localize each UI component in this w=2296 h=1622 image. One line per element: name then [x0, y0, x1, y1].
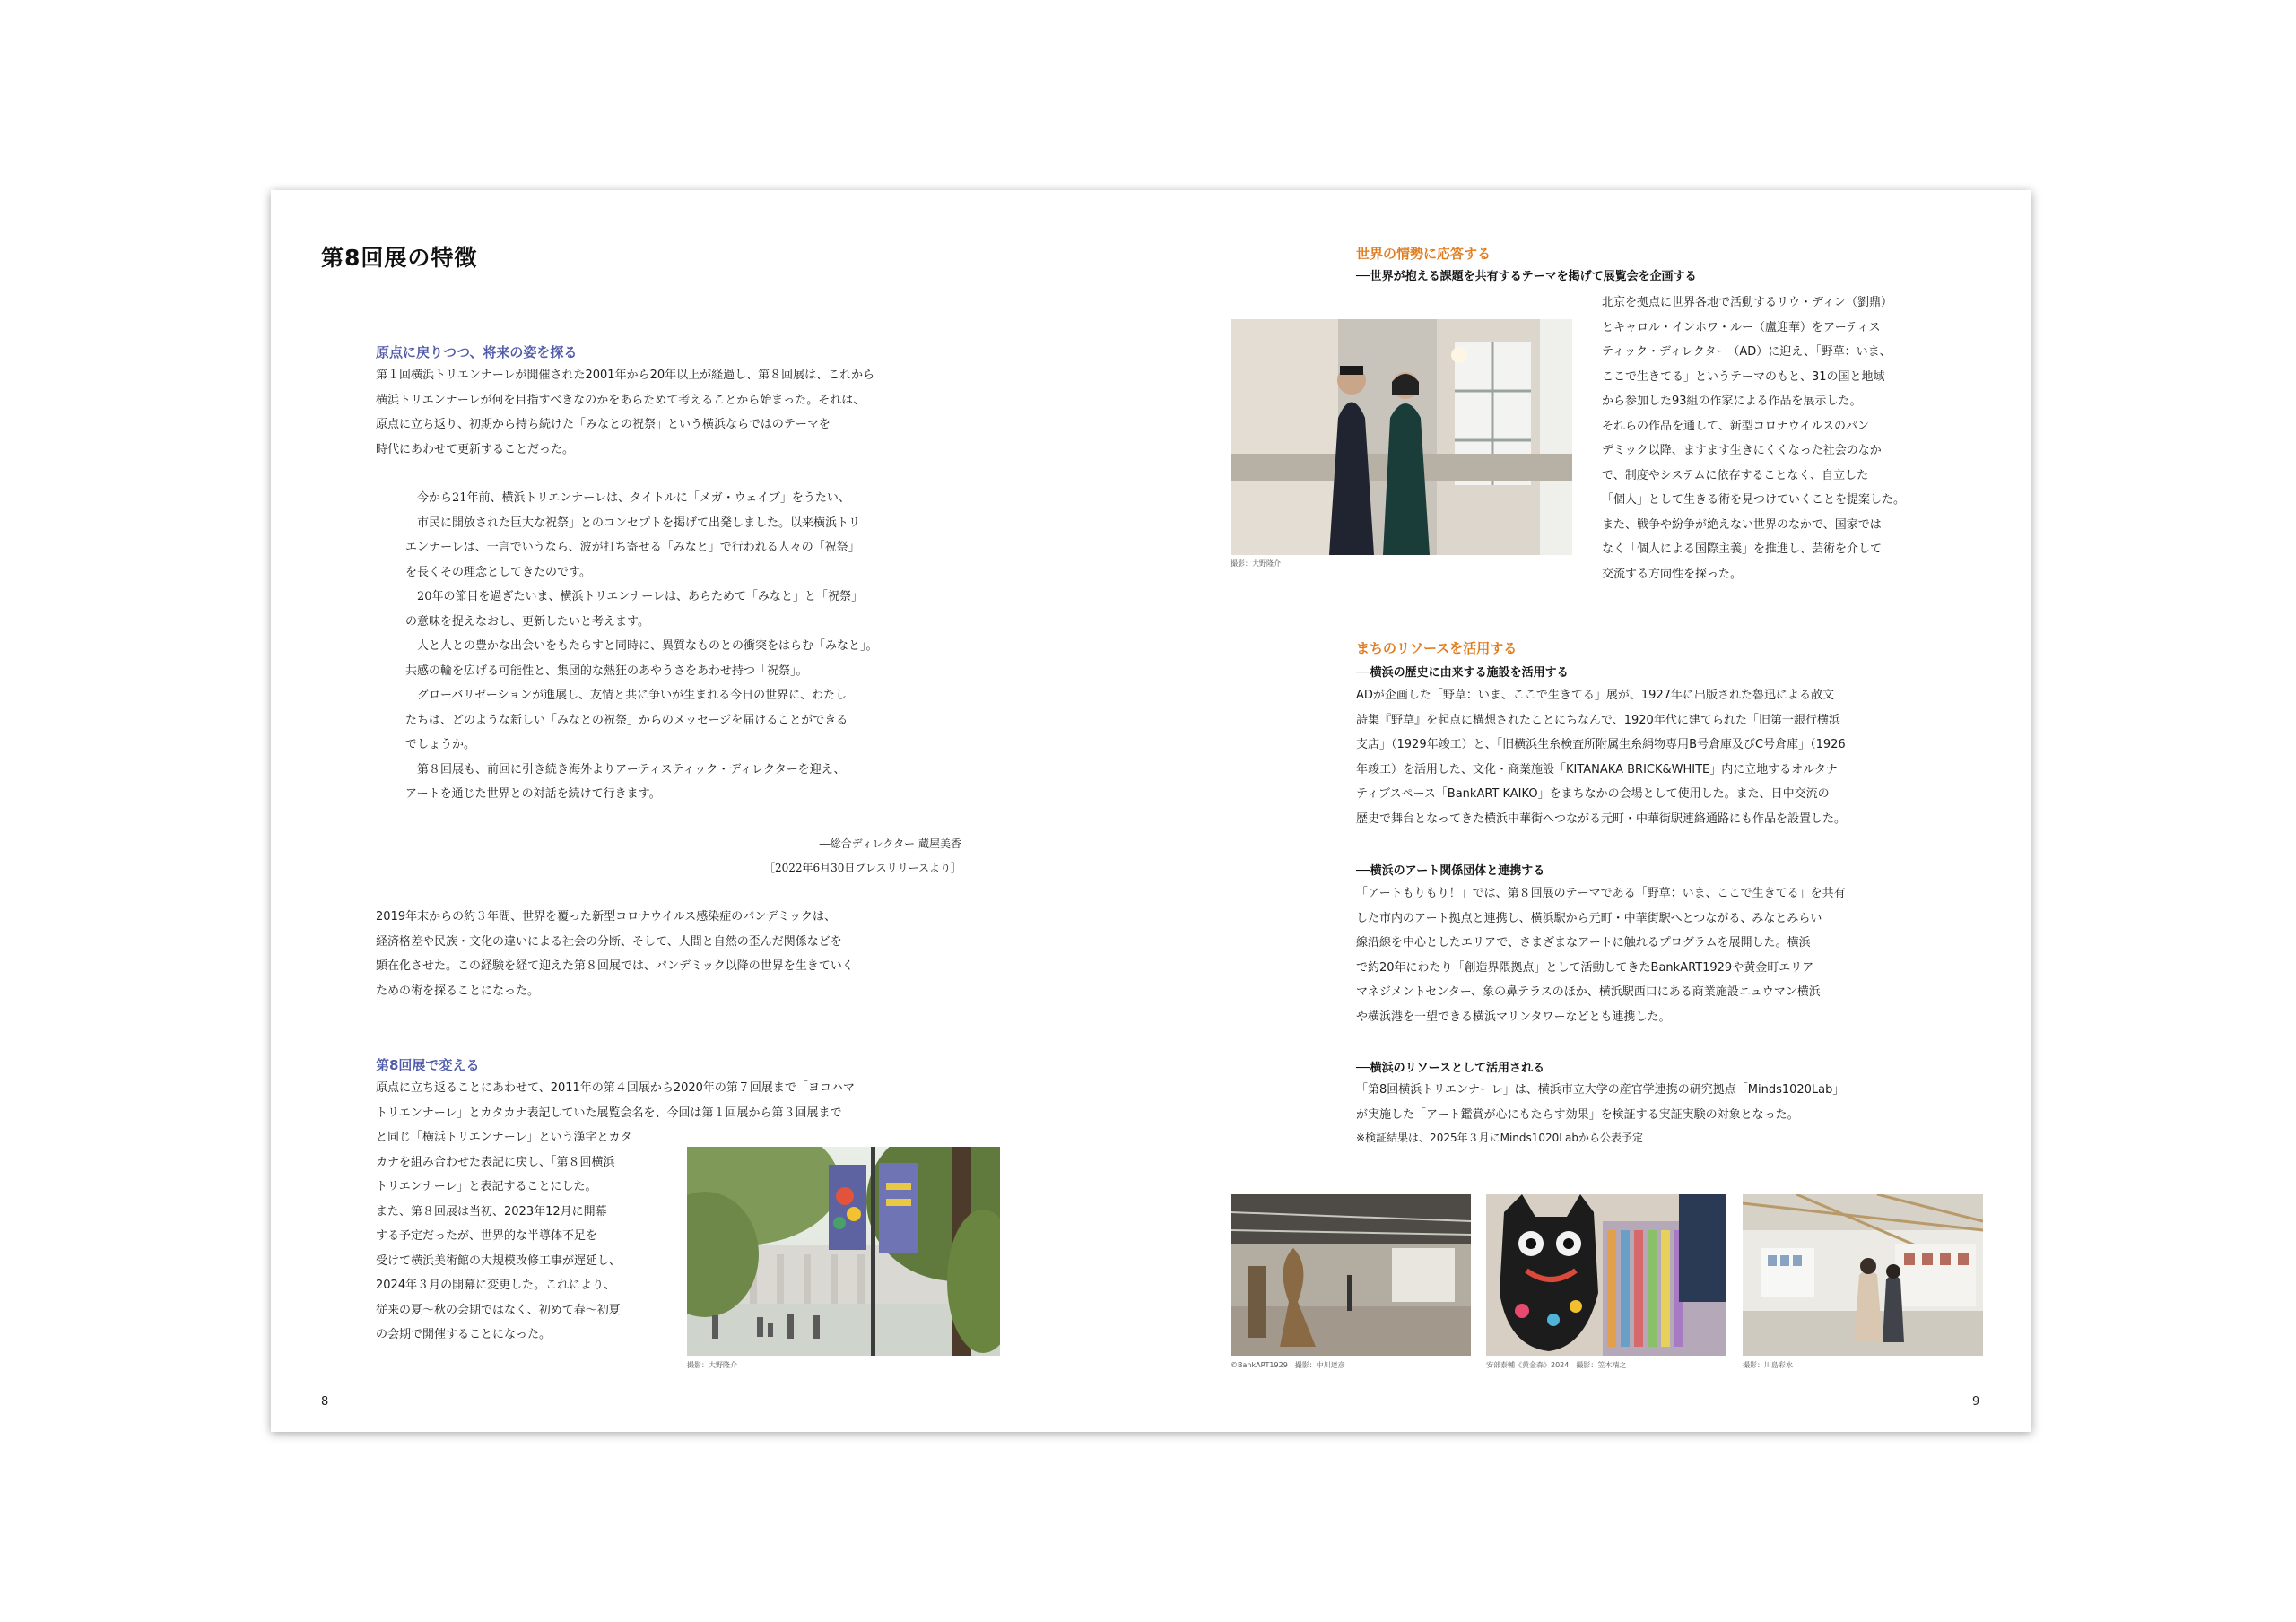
- section-heading-world: 世界の情勢に応答する: [1356, 246, 1492, 262]
- section-text-pandemic: 2019年末からの約３年間、世界を覆った新型コロナウイルス感染症のパンデミックは、 経済格差や民族・文化の違いによる社会の分断、そして、人間と自然の歪んだ関係などを 顕在化させた。この経験を経て迎えた第８回展では、パンデミック以降の世界を生きていく ための術を探ることになった。: [376, 910, 854, 998]
- photo-artistic-directors: [1231, 319, 1572, 555]
- magazine-spread: [271, 190, 2031, 1432]
- page-number-right: 9: [1972, 1395, 1980, 1409]
- photo-artwork-cat: [1486, 1194, 1726, 1356]
- section-text-groups: 「アートもりもり！」では、第８回展のテーマである「野草：いま、ここで生きてる」を共有 した市内のアート拠点と連携し、横浜駅から元町・中華街駅へとつながる、みなとみらい 線沿線を中心としたエリアで、さまざまなアートに触れるプログラムを展開した。横浜 で約20年にわたり「創造界隈拠点」として活動してきたBankART1929や黄金町エリア マネジメントセンター、象の鼻テラスのほか、横浜駅西口にある商業施設ニュウマン横浜 や横浜港を一望できる横浜マリンタワーなどとも連携した。: [1356, 887, 1846, 1024]
- photo-caption: 撮影：大野隆介: [687, 1361, 737, 1369]
- section-text-origin: 第１回横浜トリエンナーレが開催された2001年から20年以上が経過し、第８回展は、これから 横浜トリエンナーレが何を目指すべきなのかをあらためて考えることから始まった。それは、 原点に立ち返り、初期から持ち続けた「みなとの祝祭」という横浜ならではのテーマを 時代にあわせて更新することだった。: [376, 369, 875, 456]
- photo-caption-directors: 撮影：大野隆介: [1231, 559, 1281, 568]
- photo-gallery-visitors: [1743, 1194, 1983, 1356]
- section-text-change-wide: 原点に立ち返ることにあわせて、2011年の第４回展から2020年の第７回展まで「ヨコハマ トリエンナーレ」とカタカナ表記していた展覧会名を、今回は第１回展から第３回展まで: [376, 1081, 855, 1120]
- section-text-research: 「第8回横浜トリエンナーレ」は、横浜市立大学の産官学連携の研究拠点「Minds1020Lab」 が実施した「アート鑑賞が心にもたらす効果」を検証する実証実験の対象となった。: [1356, 1083, 1845, 1122]
- section-heading-resources: まちのリソースを活用する: [1356, 640, 1518, 656]
- section-subheading-research: ──横浜のリソースとして活用される: [1356, 1062, 1545, 1075]
- section-subheading-history: ──横浜の歴史に由来する施設を活用する: [1356, 666, 1569, 680]
- photo-caption-bankart: ©BankART1929 撮影：中川達彦: [1231, 1361, 1345, 1369]
- section-text-history: ADが企画した「野草：いま、ここで生きてる」展が、1927年に出版された魯迅による散文 詩集『野草』を起点に構想されたことにちなんで、1920年代に建てられた「旧第一銀行横浜 支店」（1929年竣工）と、「旧横浜生糸検査所附属生糸絹物専用B号倉庫及びC号倉庫」（1926 年竣工）を活用した、文化・商業施設「KITANAKA BRICK&WHITE」内に立地するオルタナ ティブスペース「BankART KAIKO」をまちなかの会場として使用した。また、日中交流の 歴史で舞台となってきた横浜中華街へつながる元町・中華街駅連絡通路にも作品を設置した。: [1356, 689, 1847, 826]
- section-subheading-world: ──世界が抱える課題を共有するテーマを掲げて展覧会を企画する: [1356, 270, 1697, 283]
- photo-banners-park: [687, 1147, 1000, 1356]
- research-note: ※検証結果は、2025年３月にMinds1020Labから公表予定: [1356, 1132, 1643, 1144]
- section-heading-change: 第8回展で変える: [376, 1057, 480, 1073]
- page-title: 第8回展の特徴: [321, 240, 477, 273]
- section-text-world: 北京を拠点に世界各地で活動するリウ・ディン（劉鼎） とキャロル・インホワ・ルー（盧迎華）をアーティス ティック・ディレクター（AD）に迎え、「野草：いま、 ここで生きてる」というテーマのもと、31の国と地域 から参加した93組の作家による作品を展示した。 それらの作品を通して、新型コロナウイルスのパン デミック以降、ますます生きにくくなった社会のなか で、制度やシステムに依存することなく、自立した 「個人」として生きる術を見つけていくことを提案した。 また、戦争や紛争が絶えない世界のなかで、国家では なく「個人による国際主義」を推進し、芸術を介して 交流する方向性を探った。: [1602, 296, 1906, 581]
- section-text-change-narrow: と同じ「横浜トリエンナーレ」という漢字とカタ カナを組み合わせた表記に戻し、「第８回横浜 トリエンナーレ」と表記することにした。 また、第８回展は当初、2023年12月に開幕 する予定だったが、世界的な半導体不足を 受けて横浜美術館の大規模改修工事が遅延し、 2024年３月の開幕に変更した。これにより、 従来の夏～秋の会期ではなく、初めて春～初夏 の会期で開催することになった。: [376, 1131, 632, 1341]
- photo-bankart: [1231, 1194, 1471, 1356]
- photo-caption-gallery: 撮影：川島彩水: [1743, 1361, 1793, 1369]
- director-quote: 今から21年前、横浜トリエンナーレは、タイトルに「メガ・ウェイブ」をうたい、 「市民に開放された巨大な祝祭」とのコンセプトを掲げて出発しました。以来横浜トリ エンナーレは、一言でいうなら、波が打ち寄せる「みなと」で行われる人々の「祝祭」 を長くその理念としてきたのです。 20年の節目を過ぎたいま、横浜トリエンナーレは、あらためて「みなと」と「祝祭」 の意味を捉えなおし、更新したいと考えます。 人と人との豊かな出会いをもたらすと同時に、異質なものとの衝突をはらむ「みなと」。 共感の輪を広げる可能性と、集団的な熱狂のあやうさをあわせ持つ「祝祭」。 グローバリゼーションが進展し、友情と共に争いが生まれる今日の世界に、わたし たちは、どのような新しい「みなとの祝祭」からのメッセージを届けることができる でしょうか。 第８回展も、前回に引き続き海外よりアーティスティック・ディレクターを迎え、 アートを通じた世界との対話を続けて行きます。: [405, 491, 878, 801]
- section-subheading-groups: ──横浜のアート関係団体と連携する: [1356, 864, 1545, 878]
- quote-signature: ―総合ディレクター 蔵屋美香 ［2022年6月30日プレスリリースより］: [763, 837, 961, 874]
- section-heading-origin: 原点に戻りつつ、将来の姿を探る: [376, 344, 578, 360]
- photo-caption-cat: 安部泰輔《黄金森》2024 撮影：笠木靖之: [1486, 1361, 1627, 1369]
- page-number-left: 8: [321, 1395, 329, 1409]
